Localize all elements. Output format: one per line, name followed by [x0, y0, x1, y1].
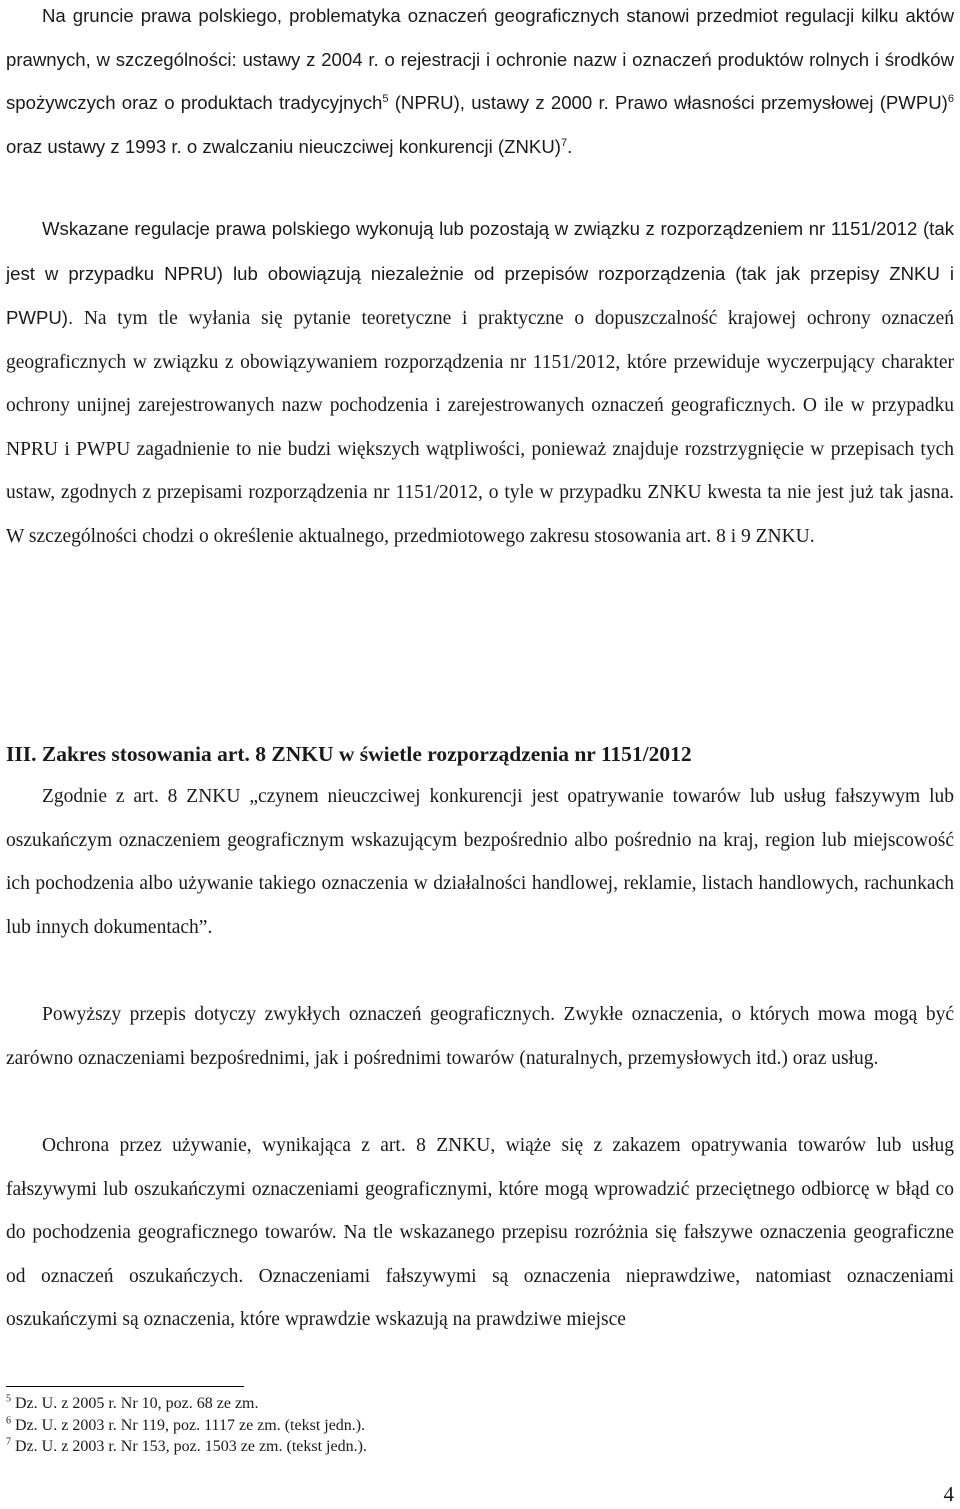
footnote-number: 5 — [6, 1393, 11, 1405]
footnote-separator — [6, 1386, 244, 1387]
paragraph-regulations-text-b: Na tym tle wyłania się pytanie teoretyczne i praktyczne o dopuszczalność krajowej ochrony oznaczeń geograficznych w związku z obowiązywaniem rozporządzenia nr 1151/2012, które przewiduje wyczerpujący charakter ochrony unijnej zarejestrowanych nazw pochodzenia i zarejestrowanych oznaczeń geograficznych. O ile w przypadku NPRU i PWPU zagadnienie to nie budzi większych wątpliwości, ponieważ znajduje rozstrzygnięcie w przepisach tych ustaw, zgodnych z przepisami rozporządzenia nr 1151/2012, o tyle w przypadku ZNKU kwesta ta nie jest już tak jasna. W szczególności chodzi o określenie aktualnego, przedmiotowego zakresu stosowania art. 8 i 9 ZNKU. — [6, 308, 954, 547]
paragraph-regulations-text-a: Wskazane regulacje prawa polskiego wykonują lub pozostają w związku z rozporządzeniem nr 1151/2012 (tak jest w przypadku NPRU) lub obowiązują niezależnie od przepisów rozporządzenia (tak jak przepisy ZNKU i PWPU). — [6, 218, 954, 328]
footnote-ref-7: 7 — [560, 136, 568, 149]
footnote-text: Dz. U. z 2003 r. Nr 153, poz. 1503 ze zm. (tekst jedn.). — [11, 1438, 367, 1455]
footnote-ref-6: 6 — [947, 92, 954, 105]
page-number: 4 — [943, 1482, 954, 1506]
paragraph-art8 — [6, 775, 954, 949]
paragraph-ordinary-indications — [6, 993, 954, 1080]
paragraph-intro-text-a: Na gruncie prawa polskiego, problematyka oznaczeń geograficznych stanowi przedmiot regulacji kilku aktów prawnych, w szczególności: ustawy z 2004 r. o rejestracji i ochronie nazw i oznaczeń produktów rolnych i środków spożywczych oraz o produktach tradycyjnych — [6, 5, 954, 113]
paragraph-intro — [6, 0, 954, 168]
footnote-text: Dz. U. z 2003 r. Nr 119, poz. 1117 ze zm. (tekst jedn.). — [11, 1416, 366, 1434]
footnote-text: Dz. U. z 2005 r. Nr 10, poz. 68 ze zm. — [11, 1395, 259, 1412]
paragraph-protection-text: Ochrona przez używanie, wynikająca z art. 8 ZNKU, wiąże się z zakazem opatrywania towarów lub usług fałszywymi lub oszukańczymi oznaczeniami geograficznymi, które mogą wprowadzić przeciętnego odbiorcę w błąd co do pochodzenia geograficznego towarów. Na tle wskazanego przepisu rozróżnia się fałszywe oznaczenia geograficzne od oznaczeń oszukańczych. Oznaczeniami fałszywymi są oznaczenia nieprawdziwe, natomiast oznaczeniami oszukańczymi są oznaczenia, które wprawdzie wskazują na prawdziwe miejsce — [6, 1135, 954, 1330]
paragraph-intro-text-d: . — [567, 135, 573, 157]
paragraph-art8-text: Zgodnie z art. 8 ZNKU „czynem nieuczciwej konkurencji jest opatrywanie towarów lub usług fałszywym lub oszukańczym oznaczeniem geograficznym wskazującym bezpośrednio albo pośrednio na kraj, region lub miejscowość ich pochodzenia albo używanie takiego oznaczenia w działalności handlowej, reklamie, listach handlowych, rachunkach lub innych dokumentach”. — [6, 786, 954, 938]
paragraph-ordinary-indications-text: Powyższy przepis dotyczy zwykłych oznaczeń geograficznych. Zwykłe oznaczenia, o których mowa mogą być zarówno oznaczeniami bezpośrednimi, jak i pośrednimi towarów (naturalnych, przemysłowych itd.) oraz usług. — [6, 1004, 954, 1069]
footnote-number: 6 — [6, 1415, 11, 1427]
document-page — [6, 0, 954, 1509]
paragraph-protection — [6, 1124, 954, 1342]
footnote-item — [6, 1436, 367, 1458]
paragraph-intro-text-b: (NPRU), ustawy z 2000 r. Prawo własności przemysłowej (PWPU) — [388, 92, 948, 113]
footnote-number: 7 — [6, 1436, 11, 1448]
footnote-item — [6, 1415, 367, 1437]
paragraph-intro-text-c: oraz ustawy z 1993 r. o zwalczaniu nieuczciwej konkurencji (ZNKU) — [6, 135, 561, 157]
footnote-item — [6, 1393, 367, 1415]
footnotes — [6, 1393, 367, 1458]
section-heading: III. Zakres stosowania art. 8 ZNKU w świetle rozporządzenia nr 1151/2012 — [6, 742, 692, 766]
paragraph-regulations — [6, 207, 954, 558]
footnote-ref-5: 5 — [382, 92, 389, 105]
